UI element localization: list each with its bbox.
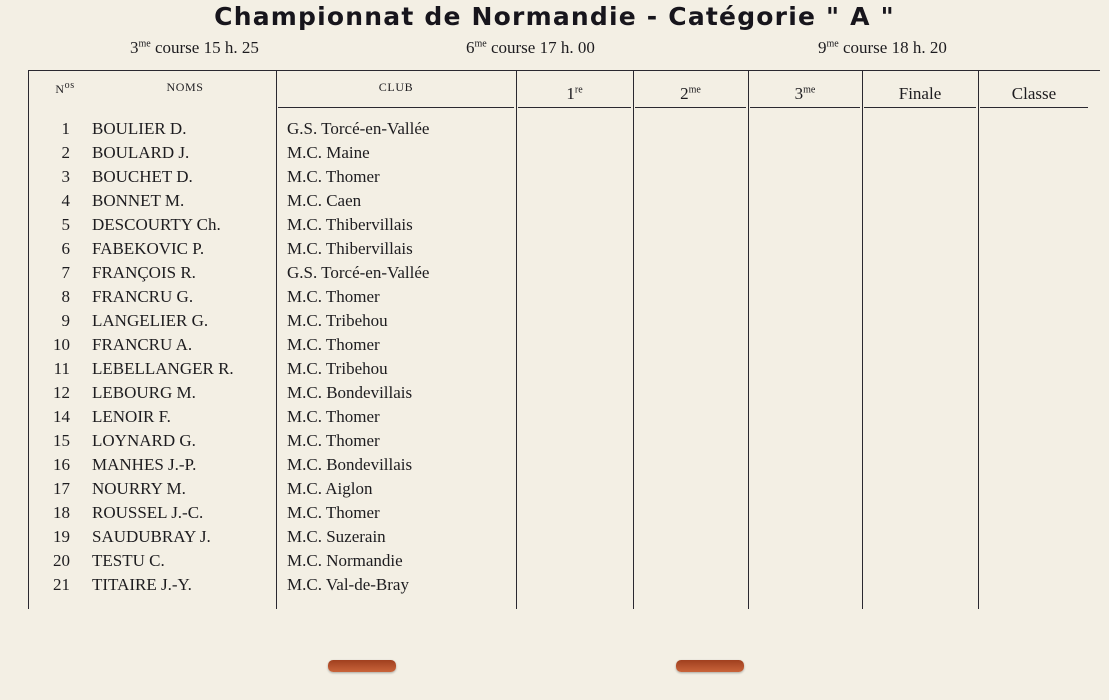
course-time-3 — [130, 38, 259, 58]
header-first-suffix: re — [574, 84, 583, 96]
rider-number: 20 — [53, 551, 70, 570]
rider-club: M.C. Thibervillais — [287, 215, 413, 234]
rider-club: M.C. Val-de-Bray — [287, 575, 409, 594]
table-row — [0, 575, 460, 599]
header-classe: Classe — [1011, 84, 1057, 103]
column-divider — [978, 71, 979, 609]
rider-club: M.C. Bondevillais — [287, 455, 413, 474]
rider-club: M.C. Normandie — [287, 551, 403, 570]
header-club: CLUB — [378, 80, 414, 94]
rider-number: 2 — [61, 143, 70, 162]
table-row — [0, 359, 460, 383]
course-ordinal-suffix: me — [826, 38, 839, 50]
rider-number: 12 — [53, 383, 70, 402]
header-first-heat — [518, 84, 631, 104]
table-row — [0, 191, 460, 215]
table-top-rule — [28, 70, 1100, 71]
table-row — [0, 167, 460, 191]
header-nos — [40, 80, 90, 97]
rider-club: G.S. Torcé-en-Vallée — [287, 263, 430, 282]
rider-number: 1 — [61, 119, 70, 138]
table-row — [0, 287, 460, 311]
rider-name: LENOIR F. — [92, 407, 171, 426]
rider-name: BOUCHET D. — [92, 167, 193, 186]
page-title: Championnat de Normandie - Catégorie " A " — [214, 2, 895, 31]
rider-number: 8 — [61, 287, 70, 306]
table-row — [0, 239, 460, 263]
rider-number: 19 — [53, 527, 70, 546]
header-rule — [980, 107, 1088, 108]
rider-number: 15 — [53, 431, 70, 450]
rider-name: LANGELIER G. — [92, 311, 209, 330]
rider-club: M.C. Caen — [287, 191, 362, 210]
table-row — [0, 143, 460, 167]
rider-number: 21 — [53, 575, 70, 594]
table-row — [0, 311, 460, 335]
table-row — [0, 215, 460, 239]
rider-name: FRANCRU A. — [92, 335, 193, 354]
staple-right — [676, 660, 744, 672]
table-row — [0, 431, 460, 455]
header-rule — [750, 107, 860, 108]
rider-name: NOURRY M. — [92, 479, 186, 498]
header-rule — [864, 107, 976, 108]
table-row — [0, 383, 460, 407]
course-time-6 — [466, 38, 595, 58]
staple-left — [328, 660, 396, 672]
column-divider — [516, 71, 517, 609]
rider-name: BONNET M. — [92, 191, 185, 210]
rider-club: M.C. Thomer — [287, 335, 380, 354]
course-time-9 — [818, 38, 947, 58]
table-row — [0, 527, 460, 551]
course-label: course 17 h. 00 — [490, 38, 595, 57]
rider-name: BOULARD J. — [92, 143, 190, 162]
course-ordinal: 6 — [466, 38, 475, 57]
rider-club: M.C. Suzerain — [287, 527, 386, 546]
rider-name: LEBOURG M. — [92, 383, 196, 402]
header-second-suffix: me — [688, 84, 701, 96]
rider-name: TESTU C. — [92, 551, 165, 570]
course-label: course 18 h. 20 — [842, 38, 947, 57]
rider-number: 3 — [61, 167, 70, 186]
rider-club: M.C. Thomer — [287, 167, 380, 186]
course-ordinal: 9 — [818, 38, 827, 57]
table-row — [0, 503, 460, 527]
rider-name: TITAIRE J.-Y. — [92, 575, 192, 594]
course-label: course 15 h. 25 — [154, 38, 259, 57]
header-noms: NOMS — [166, 80, 204, 94]
rider-name: FRANCRU G. — [92, 287, 194, 306]
rider-name: SAUDUBRAY J. — [92, 527, 211, 546]
header-third-text: 3 — [794, 84, 804, 103]
rider-number: 5 — [61, 215, 70, 234]
rider-club: M.C. Thomer — [287, 431, 380, 450]
rider-name: FABEKOVIC P. — [92, 239, 205, 258]
rider-number: 10 — [53, 335, 70, 354]
rider-number: 18 — [53, 503, 70, 522]
rider-club: M.C. Maine — [287, 143, 370, 162]
header-third-heat — [750, 84, 860, 104]
rider-number: 6 — [61, 239, 70, 258]
header-rule — [635, 107, 746, 108]
course-ordinal: 3 — [130, 38, 139, 57]
table-row — [0, 335, 460, 359]
course-ordinal-suffix: me — [138, 38, 151, 50]
header-second-text: 2 — [680, 84, 689, 103]
column-divider — [633, 71, 634, 609]
header-nos-suffix: os — [64, 80, 75, 91]
rider-club: M.C. Tribehou — [287, 311, 388, 330]
header-rule — [278, 107, 514, 108]
header-nos-text: N — [55, 82, 65, 96]
rider-number: 16 — [53, 455, 70, 474]
header-finale: Finale — [898, 84, 942, 103]
rider-number: 14 — [53, 407, 70, 426]
table-row — [0, 263, 460, 287]
table-row — [0, 407, 460, 431]
rider-club: M.C. Aiglon — [287, 479, 373, 498]
rider-club: G.S. Torcé-en-Vallée — [287, 119, 430, 138]
rider-club: M.C. Bondevillais — [287, 383, 413, 402]
header-first-text: 1 — [566, 84, 575, 103]
column-divider — [862, 71, 863, 609]
rider-number: 17 — [53, 479, 70, 498]
rider-name: ROUSSEL J.-C. — [92, 503, 204, 522]
table-row — [0, 455, 460, 479]
table-row — [0, 479, 460, 503]
rider-number: 11 — [53, 359, 70, 378]
rider-name: LEBELLANGER R. — [92, 359, 234, 378]
rider-number: 7 — [61, 263, 70, 282]
rider-name: MANHES J.-P. — [92, 455, 197, 474]
rider-club: M.C. Tribehou — [287, 359, 388, 378]
table-row — [0, 119, 460, 143]
header-third-suffix: me — [803, 84, 816, 96]
rider-club: M.C. Thibervillais — [287, 239, 413, 258]
rider-number: 9 — [61, 311, 70, 330]
table-row — [0, 551, 460, 575]
column-divider — [748, 71, 749, 609]
rider-number: 4 — [61, 191, 70, 210]
rider-name: FRANÇOIS R. — [92, 263, 196, 282]
rider-name: LOYNARD G. — [92, 431, 196, 450]
rider-club: M.C. Thomer — [287, 407, 380, 426]
rider-name: DESCOURTY Ch. — [92, 215, 221, 234]
header-second-heat — [635, 84, 746, 104]
header-rule — [518, 107, 631, 108]
rider-club: M.C. Thomer — [287, 503, 380, 522]
rider-club: M.C. Thomer — [287, 287, 380, 306]
rider-name: BOULIER D. — [92, 119, 187, 138]
course-ordinal-suffix: me — [474, 38, 487, 50]
